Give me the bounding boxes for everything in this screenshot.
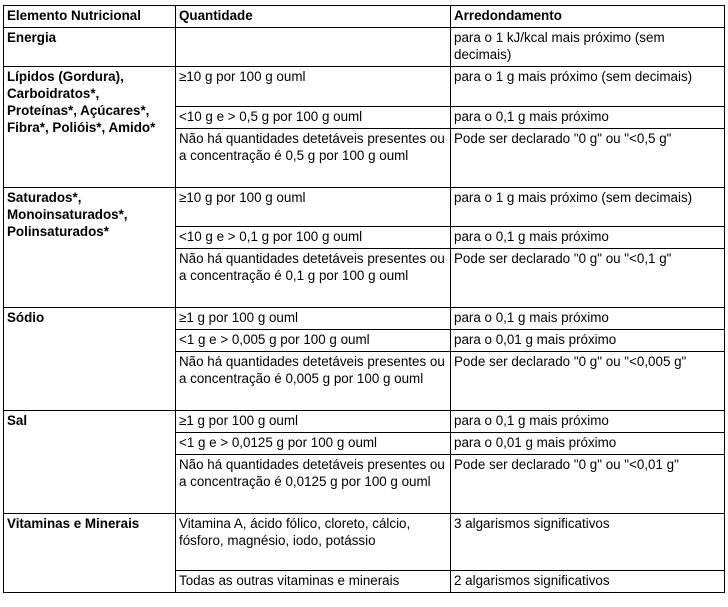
header-element: Elemento Nutricional	[4, 6, 176, 28]
quantity-cell: <1 g e > 0,0125 g por 100 g ouml	[176, 433, 451, 455]
element-cell: Energia	[4, 28, 176, 67]
rounding-cell: para o 1 kJ/kcal mais próximo (sem decimais)	[451, 28, 725, 67]
element-cell: Lípidos (Gordura), Carboidratos*, Proteínas*, Açúcares*, Fibra*, Polióis*, Amido*	[4, 67, 176, 188]
header-quantity: Quantidade	[176, 6, 451, 28]
header-rounding: Arredondamento	[451, 6, 725, 28]
table-row	[4, 188, 725, 227]
table-row	[4, 308, 725, 330]
quantity-cell: Não há quantidades detetáveis presentes ou a concentração é 0,0125 g por 100 g ouml	[176, 455, 451, 514]
quantity-cell: <10 g e > 0,1 g por 100 g ouml	[176, 227, 451, 249]
quantity-cell: ≥1 g por 100 g ouml	[176, 411, 451, 433]
rounding-cell: para o 0,1 g mais próximo	[451, 308, 725, 330]
table-row	[4, 411, 725, 433]
rounding-cell: para o 1 g mais próximo (sem decimais)	[451, 67, 725, 107]
rounding-cell: Pode ser declarado "0 g" ou "<0,01 g"	[451, 455, 725, 514]
element-cell: Sal	[4, 411, 176, 514]
rounding-cell: Pode ser declarado "0 g" ou "<0,1 g"	[451, 249, 725, 308]
quantity-cell: Todas as outras vitaminas e minerais	[176, 571, 451, 593]
quantity-cell: Não há quantidades detetáveis presentes ou a concentração é 0,1 g por 100 g ouml	[176, 249, 451, 308]
table-row	[4, 514, 725, 571]
quantity-cell: Não há quantidades detetáveis presentes ou a concentração é 0,5 g por 100 g ouml	[176, 129, 451, 188]
quantity-cell: ≥1 g por 100 g ouml	[176, 308, 451, 330]
table-row	[4, 28, 725, 67]
rounding-cell: para o 0,1 g mais próximo	[451, 227, 725, 249]
rounding-cell: Pode ser declarado "0 g" ou "<0,5 g"	[451, 129, 725, 188]
table-row	[4, 67, 725, 107]
rounding-cell: 3 algarismos significativos	[451, 514, 725, 571]
rounding-cell: 2 algarismos significativos	[451, 571, 725, 593]
quantity-cell: Vitamina A, ácido fólico, cloreto, cálcio, fósforo, magnésio, iodo, potássio	[176, 514, 451, 571]
quantity-cell: ≥10 g por 100 g ouml	[176, 67, 451, 107]
rounding-cell: para o 0,01 g mais próximo	[451, 330, 725, 352]
quantity-cell	[176, 28, 451, 67]
quantity-cell: <10 g e > 0,5 g por 100 g ouml	[176, 107, 451, 129]
quantity-cell: Não há quantidades detetáveis presentes ou a concentração é 0,005 g por 100 g ouml	[176, 352, 451, 411]
element-cell: Saturados*, Monoinsaturados*, Polinsaturados*	[4, 188, 176, 308]
rounding-cell: para o 0,1 g mais próximo	[451, 411, 725, 433]
element-cell: Vitaminas e Minerais	[4, 514, 176, 593]
rounding-cell: para o 0,01 g mais próximo	[451, 433, 725, 455]
header-row	[4, 6, 725, 28]
rounding-cell: para o 1 g mais próximo (sem decimais)	[451, 188, 725, 227]
rounding-cell: para o 0,1 g mais próximo	[451, 107, 725, 129]
quantity-cell: <1 g e > 0,005 g por 100 g ouml	[176, 330, 451, 352]
element-cell: Sódio	[4, 308, 176, 411]
quantity-cell: ≥10 g por 100 g ouml	[176, 188, 451, 227]
rounding-cell: Pode ser declarado "0 g" ou "<0,005 g"	[451, 352, 725, 411]
nutrition-rounding-table	[3, 5, 725, 593]
